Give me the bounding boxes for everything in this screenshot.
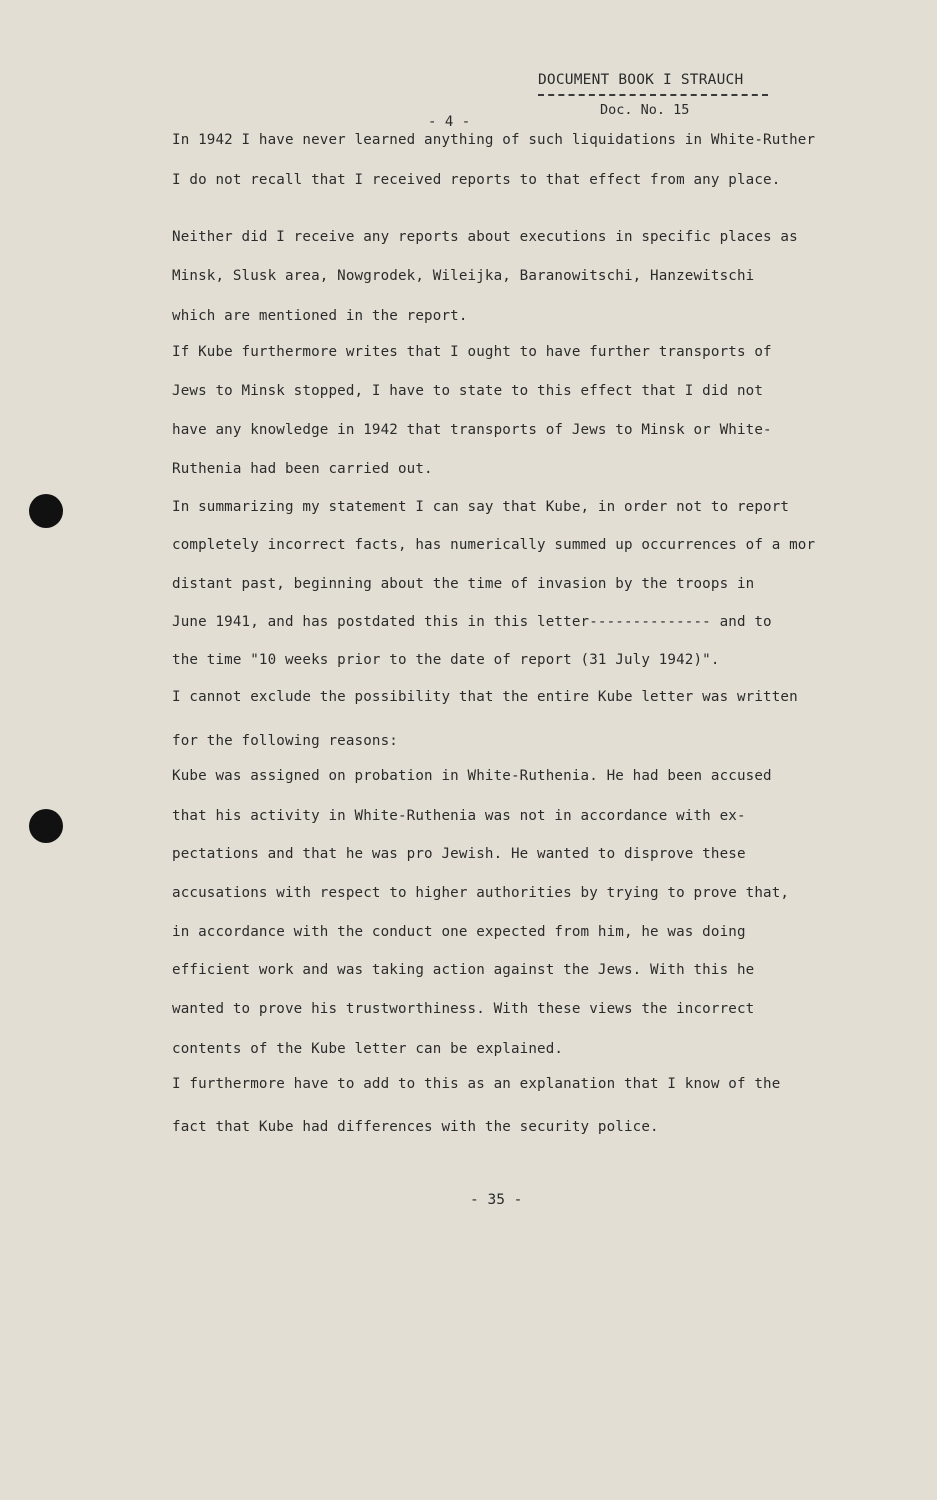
text-line: I cannot exclude the possibility that the entire Kube letter was written (172, 689, 798, 705)
page-marker: - 4 - (428, 114, 471, 130)
text-line: June 1941, and has postdated this in this letter-------------- and to (172, 614, 772, 630)
punch-hole-top (29, 494, 63, 528)
text-line: Minsk, Slusk area, Nowgrodek, Wileijka, Baranowitschi, Hanzewitschi (172, 268, 755, 284)
text-line: for the following reasons: (172, 733, 398, 749)
text-line: have any knowledge in 1942 that transports of Jews to Minsk or White- (172, 422, 772, 438)
text-line: fact that Kube had differences with the security police. (172, 1119, 659, 1135)
text-line: efficient work and was taking action against the Jews. With this he (172, 962, 755, 978)
text-line: Kube was assigned on probation in White-Ruthenia. He had been accused (172, 768, 772, 784)
text-line: the time "10 weeks prior to the date of report (31 July 1942)". (172, 652, 720, 668)
text-line: If Kube furthermore writes that I ought to have further transports of (172, 344, 772, 360)
document-number: Doc. No. 15 (600, 102, 690, 118)
document-book-title: DOCUMENT BOOK I STRAUCH (538, 72, 744, 88)
page-number: - 35 - (470, 1192, 523, 1208)
text-line: in accordance with the conduct one expected from him, he was doing (172, 924, 746, 940)
text-line: which are mentioned in the report. (172, 308, 468, 324)
text-line: Ruthenia had been carried out. (172, 461, 433, 477)
text-line: wanted to prove his trustworthiness. With these views the incorrect (172, 1001, 755, 1017)
text-line: In summarizing my statement I can say that Kube, in order not to report (172, 499, 790, 515)
text-line: In 1942 I have never learned anything of such liquidations in White-Ruther (172, 132, 816, 148)
text-line: completely incorrect facts, has numerically summed up occurrences of a mor (172, 537, 816, 553)
text-line: distant past, beginning about the time of invasion by the troops in (172, 576, 755, 592)
text-line: I do not recall that I received reports to that effect from any place. (172, 172, 781, 188)
text-line: Jews to Minsk stopped, I have to state to this effect that I did not (172, 383, 764, 399)
text-line: pectations and that he was pro Jewish. He wanted to disprove these (172, 846, 746, 862)
text-line: that his activity in White-Ruthenia was not in accordance with ex- (172, 808, 746, 824)
text-line: contents of the Kube letter can be explained. (172, 1041, 564, 1057)
text-line: accusations with respect to higher authorities by trying to prove that, (172, 885, 790, 901)
punch-hole-bottom (29, 809, 63, 843)
text-line: I furthermore have to add to this as an explanation that I know of the (172, 1076, 781, 1092)
text-line: Neither did I receive any reports about executions in specific places as (172, 229, 798, 245)
header-dashed-rule (538, 94, 768, 96)
